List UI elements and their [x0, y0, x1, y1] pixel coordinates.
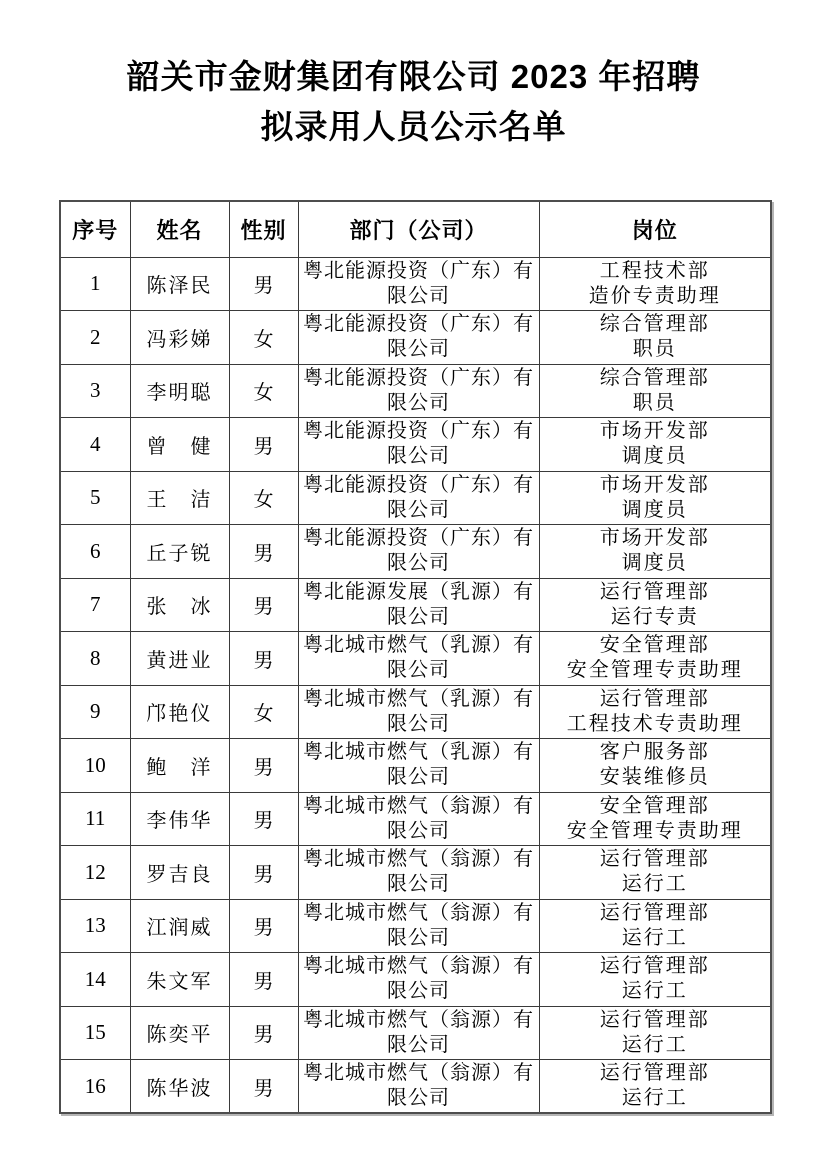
- cell-company: 粤北能源投资（广东）有限公司: [298, 525, 539, 579]
- position-line: 运行工: [621, 926, 688, 949]
- cell-position: [539, 525, 771, 579]
- position-line: 调度员: [621, 445, 688, 468]
- position-line: 运行工: [621, 1087, 688, 1109]
- cell-position: [539, 685, 771, 739]
- cell-name: 朱文军: [130, 953, 229, 1007]
- cell-gender: 男: [229, 525, 298, 579]
- cell-company: 粤北城市燃气（乳源）有限公司: [298, 739, 539, 793]
- cell-name: 邝艳仪: [130, 685, 229, 739]
- cell-no: 6: [60, 525, 130, 579]
- cell-no: 4: [60, 418, 130, 472]
- cell-company: 粤北能源发展（乳源）有限公司: [298, 578, 539, 632]
- table-row: [60, 792, 771, 846]
- cell-position: [539, 311, 771, 365]
- cell-company: 粤北能源投资（广东）有限公司: [298, 418, 539, 472]
- cell-no: 15: [60, 1006, 130, 1060]
- cell-position: [539, 471, 771, 525]
- header-name: 姓名: [130, 201, 229, 257]
- cell-position: [539, 739, 771, 793]
- cell-name: 黄进业: [130, 632, 229, 686]
- cell-company: 粤北城市燃气（翁源）有限公司: [298, 899, 539, 953]
- cell-gender: 男: [229, 739, 298, 793]
- recruitment-roster-table: [59, 200, 772, 1114]
- cell-gender: 男: [229, 418, 298, 472]
- cell-name: 陈泽民: [130, 257, 229, 311]
- cell-company: 粤北城市燃气（乳源）有限公司: [298, 685, 539, 739]
- table-row: [60, 632, 771, 686]
- position-line: 安装维修员: [599, 766, 710, 789]
- header-position: 岗位: [539, 201, 771, 257]
- table-row: [60, 257, 771, 311]
- cell-gender: 女: [229, 311, 298, 365]
- document-title: [0, 52, 827, 152]
- cell-no: 9: [60, 685, 130, 739]
- cell-name: 李明聪: [130, 364, 229, 418]
- cell-position: [539, 257, 771, 311]
- cell-gender: 女: [229, 364, 298, 418]
- position-line: 职员: [632, 338, 677, 361]
- table-row: [60, 846, 771, 900]
- cell-gender: 男: [229, 632, 298, 686]
- cell-company: 粤北城市燃气（翁源）有限公司: [298, 846, 539, 900]
- position-line: 安全管理专责助理: [566, 659, 743, 682]
- cell-position: [539, 792, 771, 846]
- cell-gender: 女: [229, 685, 298, 739]
- table-row: [60, 578, 771, 632]
- position-line: 工程技术专责助理: [566, 712, 743, 735]
- table-row: [60, 685, 771, 739]
- table-body: [60, 257, 771, 1113]
- position-line: 市场开发部: [599, 473, 710, 496]
- position-line: 造价专责助理: [588, 284, 721, 307]
- position-line: 运行管理部: [599, 1008, 710, 1031]
- position-line: 运行工: [621, 873, 688, 896]
- cell-no: 14: [60, 953, 130, 1007]
- table-row: [60, 1006, 771, 1060]
- table-row: [60, 525, 771, 579]
- position-line: 工程技术部: [599, 259, 710, 282]
- cell-name: 冯彩娣: [130, 311, 229, 365]
- position-line: 调度员: [621, 552, 688, 575]
- table-row: [60, 418, 771, 472]
- position-line: 调度员: [621, 498, 688, 521]
- cell-position: [539, 1060, 771, 1114]
- cell-company: 粤北城市燃气（翁源）有限公司: [298, 1006, 539, 1060]
- table-row: [60, 364, 771, 418]
- cell-company: 粤北能源投资（广东）有限公司: [298, 257, 539, 311]
- cell-name: 陈华波: [130, 1060, 229, 1114]
- cell-company: 粤北能源投资（广东）有限公司: [298, 471, 539, 525]
- position-line: 安全管理部: [599, 794, 710, 817]
- cell-company: 粤北能源投资（广东）有限公司: [298, 364, 539, 418]
- position-line: 安全管理专责助理: [566, 819, 743, 842]
- position-line: 运行管理部: [599, 580, 710, 603]
- cell-position: [539, 418, 771, 472]
- header-gender: 性别: [229, 201, 298, 257]
- cell-no: 11: [60, 792, 130, 846]
- cell-name: 丘子锐: [130, 525, 229, 579]
- table-header-row: [60, 201, 771, 257]
- cell-gender: 女: [229, 471, 298, 525]
- cell-position: [539, 953, 771, 1007]
- position-line: 运行管理部: [599, 687, 710, 710]
- cell-company: 粤北城市燃气（翁源）有限公司: [298, 1060, 539, 1114]
- position-line: 职员: [632, 391, 677, 414]
- cell-name: 曾 健: [130, 418, 229, 472]
- position-line: 运行管理部: [599, 1062, 710, 1084]
- cell-no: 10: [60, 739, 130, 793]
- position-line: 安全管理部: [599, 634, 710, 657]
- cell-position: [539, 846, 771, 900]
- position-line: 运行管理部: [599, 848, 710, 871]
- cell-company: 粤北能源投资（广东）有限公司: [298, 311, 539, 365]
- cell-position: [539, 578, 771, 632]
- cell-position: [539, 899, 771, 953]
- table-row: [60, 899, 771, 953]
- table-row: [60, 311, 771, 365]
- position-line: 运行管理部: [599, 955, 710, 978]
- position-line: 客户服务部: [599, 741, 710, 764]
- cell-company: 粤北城市燃气（翁源）有限公司: [298, 953, 539, 1007]
- cell-name: 罗吉良: [130, 846, 229, 900]
- cell-position: [539, 1006, 771, 1060]
- cell-gender: 男: [229, 257, 298, 311]
- table-row: [60, 471, 771, 525]
- cell-name: 鲍 洋: [130, 739, 229, 793]
- cell-position: [539, 632, 771, 686]
- cell-no: 8: [60, 632, 130, 686]
- cell-no: 1: [60, 257, 130, 311]
- position-line: 综合管理部: [599, 313, 710, 336]
- cell-no: 16: [60, 1060, 130, 1114]
- table-row: [60, 1060, 771, 1114]
- cell-gender: 男: [229, 1006, 298, 1060]
- cell-no: 7: [60, 578, 130, 632]
- header-no: 序号: [60, 201, 130, 257]
- position-line: 综合管理部: [599, 366, 710, 389]
- cell-gender: 男: [229, 846, 298, 900]
- cell-name: 张 冰: [130, 578, 229, 632]
- header-company: 部门（公司）: [298, 201, 539, 257]
- cell-no: 2: [60, 311, 130, 365]
- cell-name: 李伟华: [130, 792, 229, 846]
- cell-no: 5: [60, 471, 130, 525]
- cell-gender: 男: [229, 578, 298, 632]
- position-line: 运行管理部: [599, 901, 710, 924]
- cell-no: 12: [60, 846, 130, 900]
- cell-gender: 男: [229, 1060, 298, 1114]
- cell-name: 陈奕平: [130, 1006, 229, 1060]
- cell-name: 王 洁: [130, 471, 229, 525]
- cell-name: 江润威: [130, 899, 229, 953]
- cell-gender: 男: [229, 899, 298, 953]
- cell-gender: 男: [229, 953, 298, 1007]
- position-line: 市场开发部: [599, 420, 710, 443]
- cell-no: 13: [60, 899, 130, 953]
- position-line: 运行专责: [610, 605, 699, 628]
- position-line: 市场开发部: [599, 527, 710, 550]
- cell-no: 3: [60, 364, 130, 418]
- cell-gender: 男: [229, 792, 298, 846]
- cell-company: 粤北城市燃气（翁源）有限公司: [298, 792, 539, 846]
- position-line: 运行工: [621, 1033, 688, 1056]
- table-row: [60, 953, 771, 1007]
- cell-company: 粤北城市燃气（乳源）有限公司: [298, 632, 539, 686]
- cell-position: [539, 364, 771, 418]
- table-row: [60, 739, 771, 793]
- position-line: 运行工: [621, 980, 688, 1003]
- document-title-line1: 韶关市金财集团有限公司 2023 年招聘: [126, 58, 701, 95]
- document-title-line2: 拟录用人员公示名单: [260, 108, 567, 145]
